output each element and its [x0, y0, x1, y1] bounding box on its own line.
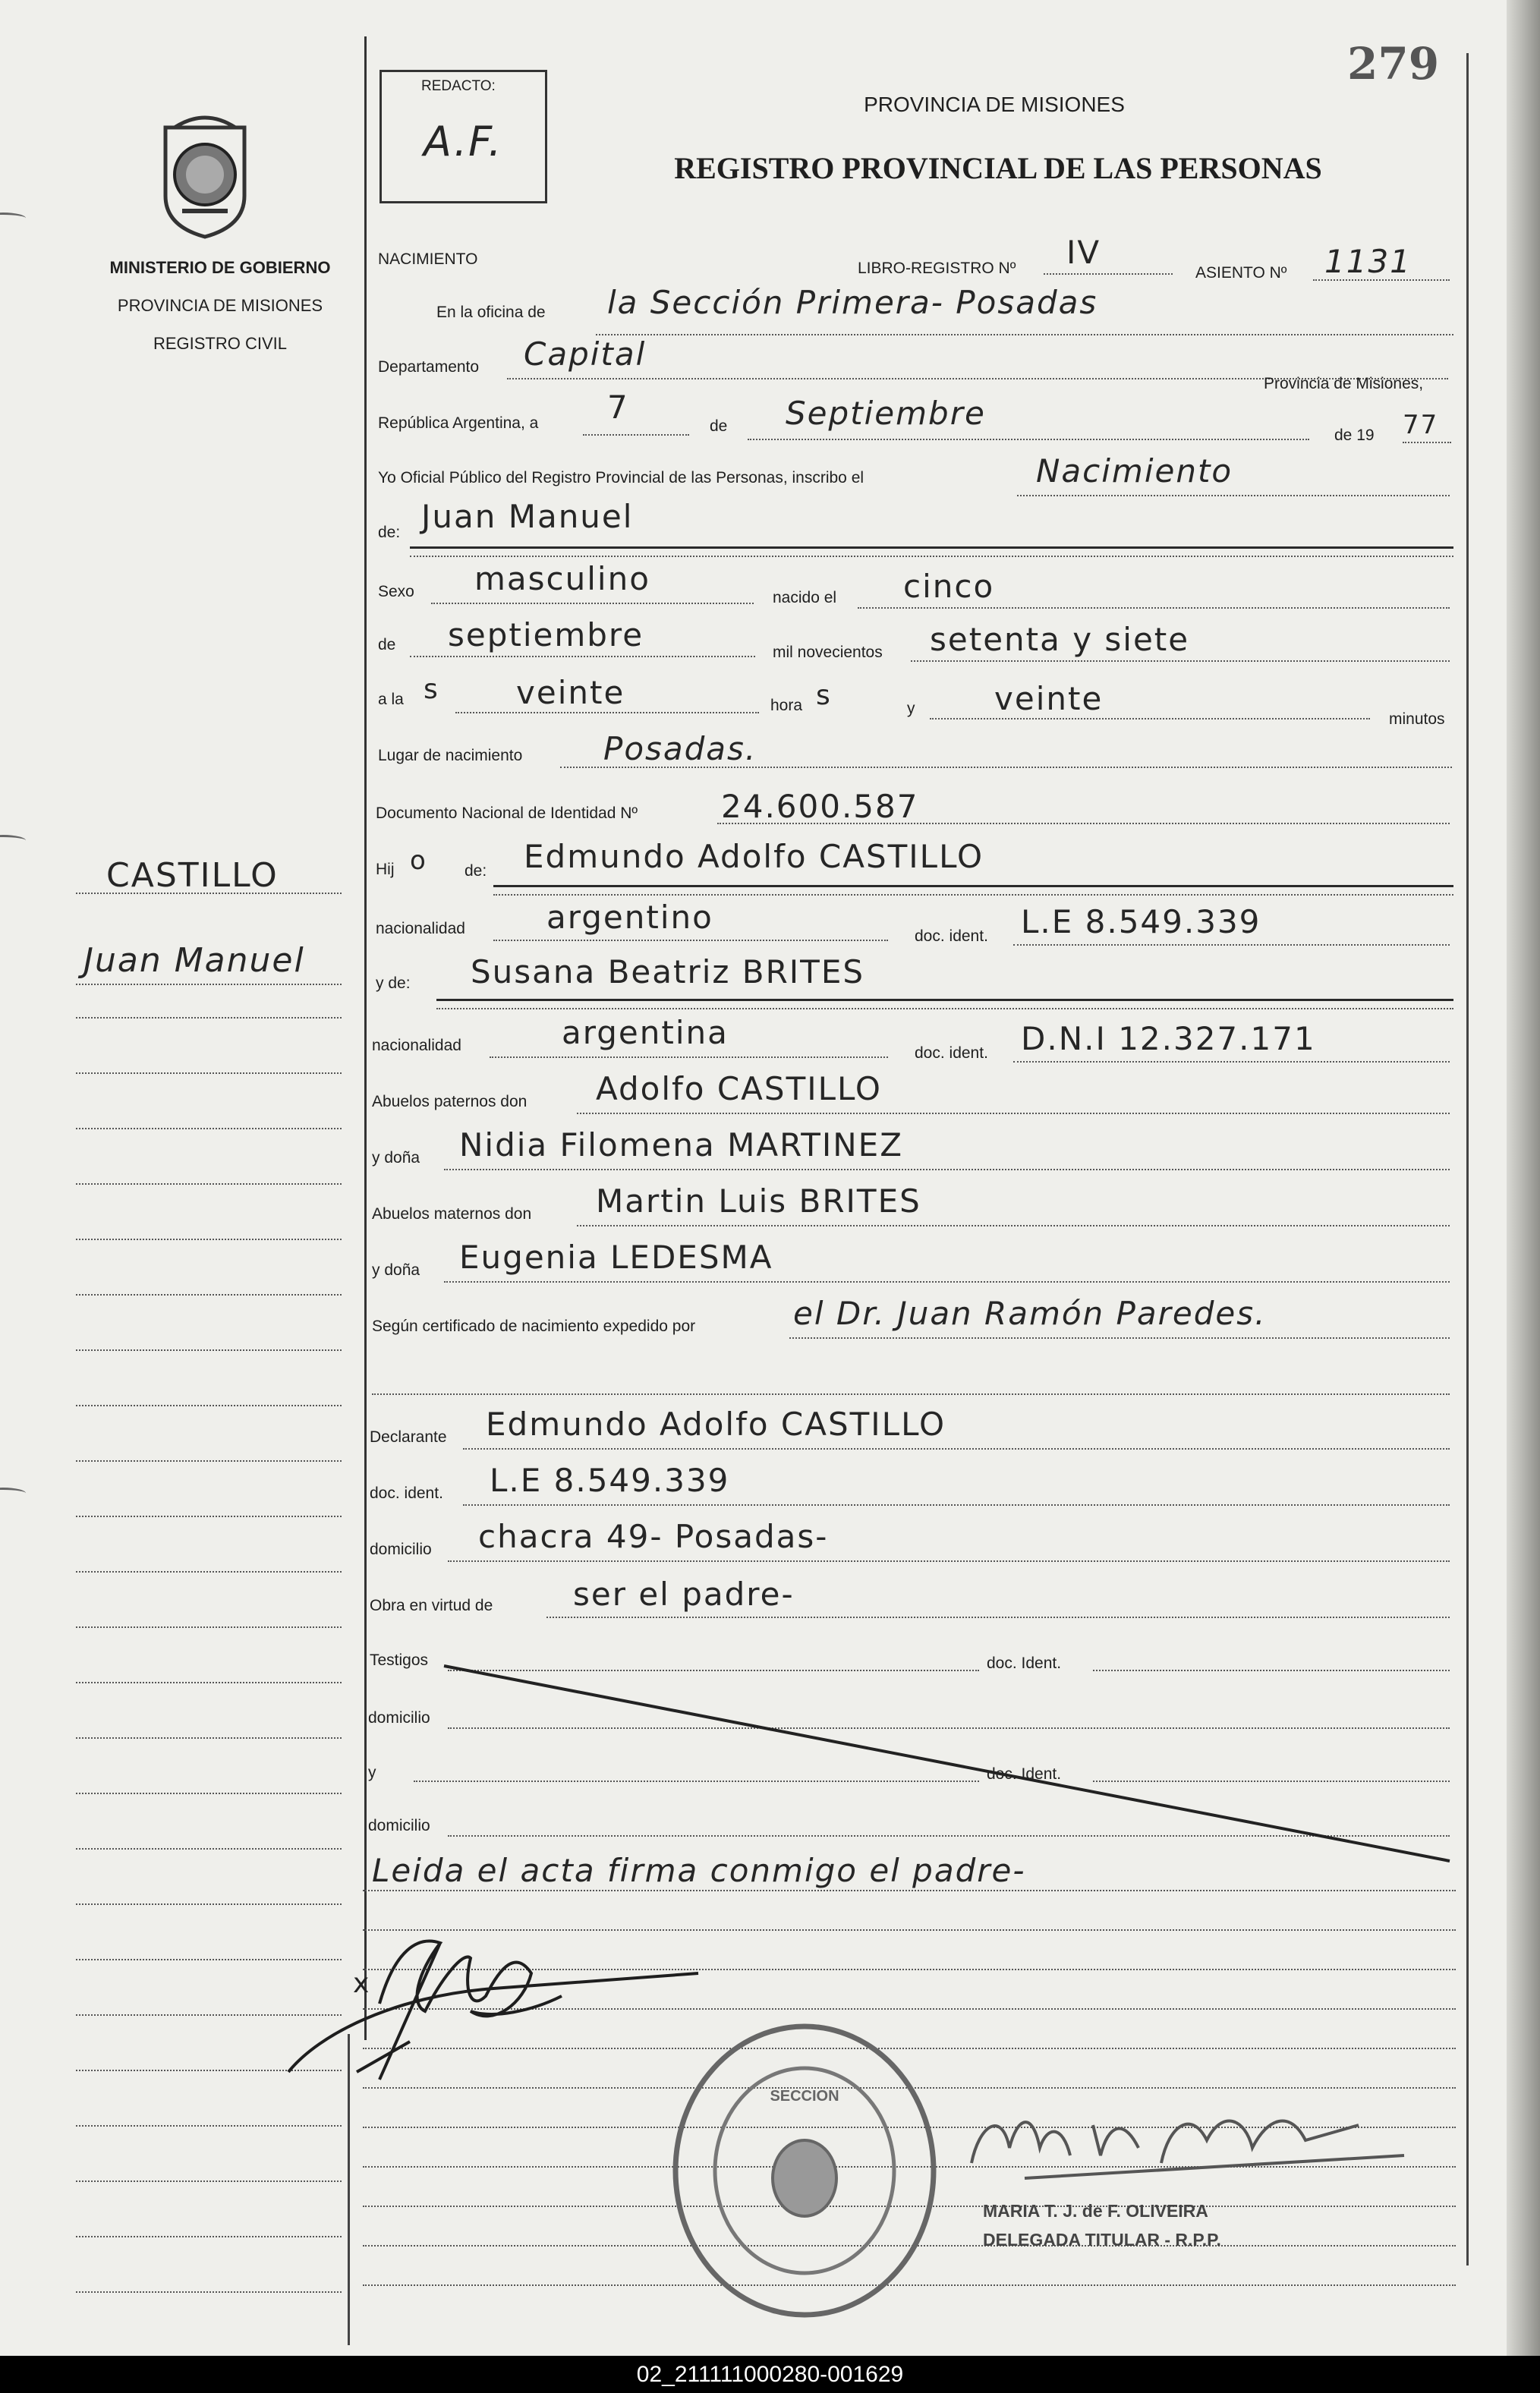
official-title: DELEGADA TITULAR - R.P.P.	[983, 2230, 1221, 2250]
oficial-line	[1017, 495, 1450, 496]
hijo-de-label: de:	[465, 862, 487, 880]
svg-text:x: x	[353, 1968, 370, 1999]
hora-s: s	[816, 680, 832, 711]
margin-ruled-line	[76, 1848, 342, 1850]
ydona2-label: y doña	[372, 1261, 420, 1279]
declarante-label: Declarante	[370, 1428, 447, 1446]
de-name-label: de:	[378, 524, 401, 541]
lugar-label: Lugar de nacimiento	[378, 747, 523, 764]
horas-value: veinte	[516, 674, 625, 711]
margin-ruled-line	[76, 1072, 342, 1074]
name-dotted-line	[410, 556, 1453, 557]
testigos-label: Testigos	[370, 1651, 429, 1669]
dia-value: 7	[607, 389, 629, 426]
madre-underline	[436, 999, 1453, 1001]
asiento-value: 1131	[1324, 243, 1412, 280]
hora-label: hora	[770, 697, 803, 714]
margin-ruled-line	[76, 893, 342, 894]
padre-value: Edmundo Adolfo CASTILLO	[524, 838, 984, 875]
oficina-value: la Sección Primera- Posadas	[607, 284, 1098, 321]
doc2-value: D.N.I 12.327.171	[1021, 1020, 1316, 1057]
stamp-inner-text: SECCION	[770, 2088, 839, 2105]
asiento-label: ASIENTO Nº	[1195, 264, 1287, 282]
margin-ruled-line	[76, 2180, 342, 2182]
official-name: MARIA T. J. de F. OLIVEIRA	[983, 2201, 1208, 2221]
margin-ruled-line	[76, 1405, 342, 1406]
depto-label: Departamento	[378, 358, 480, 376]
redacto-box	[379, 70, 547, 203]
margin-ruled-line	[76, 1626, 342, 1628]
doc2-line	[1013, 1061, 1450, 1063]
mes2-value: septiembre	[448, 616, 644, 653]
abm-value: Martin Luis BRITES	[596, 1182, 921, 1220]
section-label: NACIMIENTO	[378, 250, 478, 268]
libro-label: LIBRO-REGISTRO Nº	[858, 260, 1016, 277]
header-registry: REGISTRO PROVINCIAL DE LAS PERSONAS	[674, 151, 1322, 185]
padre-underline	[493, 885, 1453, 887]
de19-label: de 19	[1334, 427, 1375, 444]
margin-ruled-line	[76, 1017, 342, 1019]
nac2-value: argentina	[562, 1014, 729, 1051]
anio2-line	[911, 660, 1450, 662]
margin-ruled-line	[76, 1460, 342, 1462]
abm-line	[577, 1225, 1450, 1226]
page-number: 279	[1347, 38, 1440, 90]
margin-ruled-line	[76, 1793, 342, 1794]
obra-label: Obra en virtud de	[370, 1597, 493, 1614]
ala-label: a la	[378, 691, 404, 708]
doc2-label: doc. ident.	[915, 1044, 988, 1062]
dom2-label: domicilio	[368, 1709, 430, 1727]
ydona1-line	[444, 1169, 1450, 1170]
madre-dotted-line	[436, 1008, 1453, 1009]
doct2-label: doc. Ident.	[987, 1765, 1062, 1783]
hijo-o: o	[410, 845, 427, 876]
obra-line	[546, 1617, 1450, 1618]
nac2-line	[490, 1056, 888, 1058]
mes-value: Septiembre	[786, 395, 986, 432]
dom3-label: domicilio	[368, 1817, 430, 1834]
anio-line	[1403, 442, 1451, 443]
dom-value: chacra 49- Posadas-	[478, 1518, 829, 1555]
de-label: de	[710, 417, 728, 435]
ministry-name: MINISTERIO DE GOBIERNO	[109, 258, 331, 277]
dom-label: domicilio	[370, 1541, 432, 1558]
nacido-label: nacido el	[773, 589, 837, 606]
dni-label: Documento Nacional de Identidad Nº	[376, 804, 638, 822]
dom-line	[448, 1560, 1450, 1562]
dia-line	[583, 434, 689, 436]
dni-value: 24.600.587	[721, 788, 919, 825]
y2-label: y	[368, 1764, 376, 1781]
nac2-label: nacionalidad	[372, 1037, 461, 1054]
docdec-label: doc. ident.	[370, 1485, 443, 1502]
nac1-line	[493, 940, 888, 941]
cert-line	[789, 1337, 1450, 1339]
declarant-signature	[243, 1905, 729, 2087]
civil-registry-name: REGISTRO CIVIL	[153, 334, 288, 353]
republica-label: República Argentina, a	[378, 414, 539, 432]
provincia-label: Provincia de Misiones,	[1264, 375, 1424, 392]
minutos-value: veinte	[994, 680, 1104, 717]
closing-statement: Leida el acta firma conmigo el padre-	[372, 1852, 1026, 1889]
depto-value: Capital	[524, 335, 647, 373]
abp-label: Abuelos paternos don	[372, 1093, 528, 1110]
y-label: y	[907, 700, 915, 717]
nac1-label: nacionalidad	[376, 920, 465, 937]
margin-given-name: Juan Manuel	[83, 941, 305, 980]
doct1-label: doc. Ident.	[987, 1655, 1062, 1672]
lugar-value: Posadas.	[603, 730, 757, 767]
ydona1-label: y doña	[372, 1149, 420, 1167]
abp-line	[577, 1113, 1450, 1114]
binder-ring	[0, 213, 26, 224]
abp-value: Adolfo CASTILLO	[596, 1070, 882, 1107]
binder-ring	[0, 1488, 26, 1499]
cert-line-2	[372, 1393, 1450, 1395]
ydona2-line	[444, 1281, 1450, 1283]
margin-ruled-line	[76, 1682, 342, 1683]
margin-ruled-line	[76, 2291, 342, 2293]
official-signature	[964, 2095, 1419, 2193]
redacto-label: REDACTO:	[421, 78, 496, 94]
sexo-line	[431, 603, 754, 604]
margin-ruled-line	[76, 2236, 342, 2237]
margin-ruled-line	[76, 984, 342, 985]
oficial-value: Nacimiento	[1036, 452, 1233, 490]
ala-s: s	[424, 674, 439, 705]
sexo-label: Sexo	[378, 583, 414, 600]
margin-ruled-line	[76, 1571, 342, 1573]
madre-value: Susana Beatriz BRITES	[471, 953, 865, 990]
padre-dotted-line	[493, 894, 1453, 896]
ydona1-value: Nidia Filomena MARTINEZ	[459, 1126, 903, 1163]
declarante-value: Edmundo Adolfo CASTILLO	[486, 1406, 946, 1443]
coat-of-arms-seal	[159, 112, 250, 240]
anio2-value: setenta y siete	[930, 621, 1190, 658]
child-name: Juan Manuel	[421, 498, 634, 535]
margin-ruled-line	[76, 1737, 342, 1739]
declarante-line	[463, 1448, 1450, 1450]
cert-label: Según certificado de nacimiento expedido por	[372, 1318, 696, 1335]
margin-ruled-line	[76, 1128, 342, 1129]
horas-line	[455, 712, 759, 713]
binder-ring	[0, 835, 26, 846]
doc1-label: doc. ident.	[915, 927, 988, 945]
ydona2-value: Eugenia LEDESMA	[459, 1239, 773, 1276]
margin-ruled-line	[76, 2125, 342, 2127]
margin-surname: CASTILLO	[106, 856, 279, 895]
margin-ruled-line	[76, 1239, 342, 1240]
page-edge	[1507, 0, 1540, 2356]
name-underline	[410, 546, 1453, 549]
de2-label: de	[378, 636, 396, 653]
obra-value: ser el padre-	[573, 1576, 795, 1613]
mil-label: mil novecientos	[773, 644, 883, 661]
minutos-label: minutos	[1389, 710, 1445, 728]
margin-ruled-line	[76, 1183, 342, 1185]
sexo-value: masculino	[474, 560, 650, 597]
abm-label: Abuelos maternos don	[372, 1205, 532, 1223]
oficial-label: Yo Oficial Público del Registro Provincial de las Personas, inscribo el	[378, 469, 864, 486]
anio-value: 77	[1403, 410, 1439, 440]
oficina-line	[596, 334, 1453, 335]
nacido-line	[858, 607, 1450, 609]
signature-ruled-line	[363, 1890, 1456, 1891]
form-left-border	[364, 36, 367, 2040]
docdec-value: L.E 8.549.339	[490, 1462, 730, 1499]
margin-ruled-line	[76, 1294, 342, 1296]
mes2-line	[410, 656, 755, 657]
libro-line	[1044, 273, 1173, 275]
doc1-line	[1013, 944, 1450, 946]
margin-ruled-line	[76, 1349, 342, 1351]
form-right-border	[1466, 53, 1469, 2265]
minutos-line	[930, 718, 1370, 719]
oficina-label: En la oficina de	[436, 304, 546, 321]
nac1-value: argentino	[546, 899, 713, 936]
doc1-value: L.E 8.549.339	[1021, 903, 1261, 940]
cert-value: el Dr. Juan Ramón Paredes.	[793, 1295, 1267, 1332]
official-stamp	[668, 2019, 941, 2322]
libro-value: IV	[1066, 234, 1101, 271]
footer-caption: 02_211111000280-001629	[0, 2356, 1540, 2393]
mes-line	[748, 439, 1309, 440]
margin-ruled-line	[76, 1516, 342, 1517]
header-province: PROVINCIA DE MISIONES	[864, 93, 1125, 116]
redacto-value: A.F.	[424, 118, 503, 165]
nacido-value: cinco	[903, 568, 995, 605]
yde-label: y de:	[376, 975, 411, 992]
docdec-line	[463, 1504, 1450, 1506]
cancellation-line	[440, 1662, 1457, 1867]
hijo-label: Hij	[376, 861, 395, 878]
left-province-name: PROVINCIA DE MISIONES	[117, 296, 323, 315]
